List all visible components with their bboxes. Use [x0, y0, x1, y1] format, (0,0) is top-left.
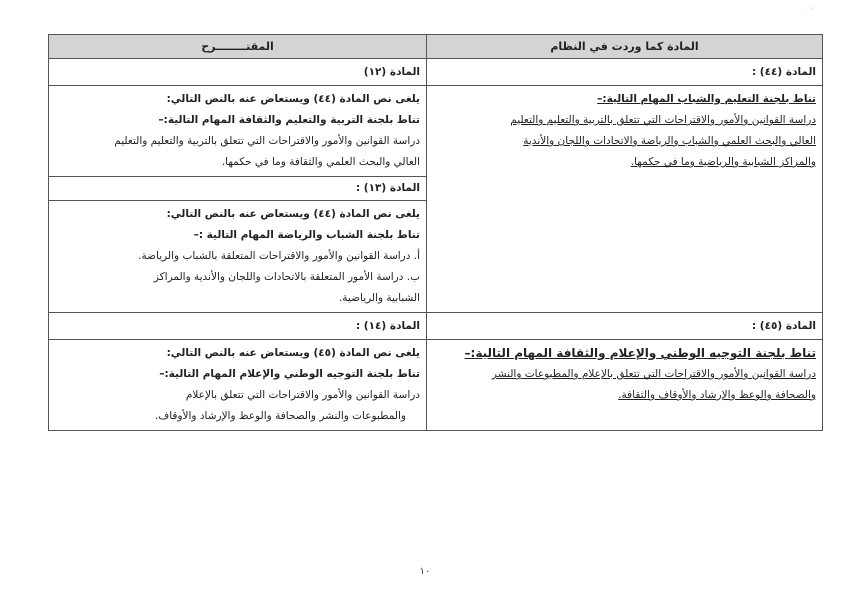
original-text-cell	[427, 340, 823, 431]
table-row	[49, 59, 823, 86]
proposed-line: تناط بلجنة الشباب والرياضة المهام التالية :–	[193, 229, 420, 241]
original-title: تناط بلجنة التوجيه الوطني والإعلام والثقافة المهام التالية:–	[464, 346, 816, 360]
header-proposed: المقتــــــــرح	[49, 35, 427, 59]
original-text-line: والمراكز الشبابية والرياضية وما في حكمها.	[630, 156, 816, 168]
original-text-line: دراسة القوانين والأمور والاقتراحات التي تتعلق بالإعلام والمطبوعات والنشر	[491, 368, 816, 380]
proposed-line: يلغى نص المادة (٤٥) ويستعاض عنه بالنص التالي:	[166, 347, 420, 359]
article-label-proposed: المادة (١٣) :	[49, 177, 426, 201]
original-text-line: دراسة القوانين والأمور والاقتراحات التي تتعلق بالتربية والتعليم والتعليم	[510, 114, 816, 126]
proposed-text-cell	[49, 340, 427, 431]
table-header-row	[49, 35, 823, 59]
original-text-line: والصحافة والوعظ والإرشاد والأوقاف والثقافة.	[618, 389, 816, 401]
original-text-line: العالي والبحث العلمي والشباب والرياضة والاتحادات واللجان والأندية	[523, 135, 816, 147]
table-row	[49, 340, 823, 431]
article-label-proposed: المادة (١٤) :	[49, 313, 427, 340]
proposed-line: الشبابية والرياضية.	[338, 292, 420, 304]
original-text-cell	[427, 86, 823, 313]
header-original: المادة كما وردت في النظام	[427, 35, 823, 59]
proposed-line: تناط بلجنة التربية والتعليم والثقافة المهام التالية:–	[158, 114, 420, 126]
comparison-table	[48, 34, 823, 431]
proposed-text-cell	[49, 177, 427, 313]
original-title: تناط بلجنة التعليم والشباب المهام التالية:–	[597, 93, 816, 105]
article-label-original: المادة (٤٥) :	[427, 313, 823, 340]
article-label-original: المادة (٤٤) :	[427, 59, 823, 86]
table-row	[49, 313, 823, 340]
proposed-line: أ. دراسة القوانين والأمور والاقتراحات المتعلقة بالشباب والرياضة.	[138, 250, 420, 262]
page-number: ١٠	[419, 566, 431, 577]
proposed-line: دراسة القوانين والأمور والاقتراحات التي تتعلق بالإعلام	[185, 389, 420, 401]
proposed-line: العالي والبحث العلمي والثقافة وما في حكمها.	[221, 156, 420, 168]
proposed-line: والمطبوعات والنشر والصحافة والوعظ والإرشاد والأوقاف.	[155, 410, 406, 422]
proposed-line: تناط بلجنة التوجيه الوطني والإعلام المهام التالية:–	[159, 368, 420, 380]
proposed-line: دراسة القوانين والأمور والاقتراحات التي تتعلق بالتربية والتعليم والتعليم	[114, 135, 420, 147]
scan-mark: ˙ ˚	[804, 8, 814, 16]
proposed-line: يلغى نص المادة (٤٤) ويستعاض عنه بالنص التالي:	[166, 208, 420, 220]
proposed-line: ب. دراسة الأمور المتعلقة بالاتحادات واللجان والأندية والمراكز	[153, 271, 420, 283]
article-label-proposed: المادة (١٢)	[49, 59, 427, 86]
proposed-text-cell	[49, 86, 427, 177]
proposed-line: يلغى نص المادة (٤٤) ويستعاض عنه بالنص التالي:	[166, 93, 420, 105]
table-row	[49, 86, 823, 177]
